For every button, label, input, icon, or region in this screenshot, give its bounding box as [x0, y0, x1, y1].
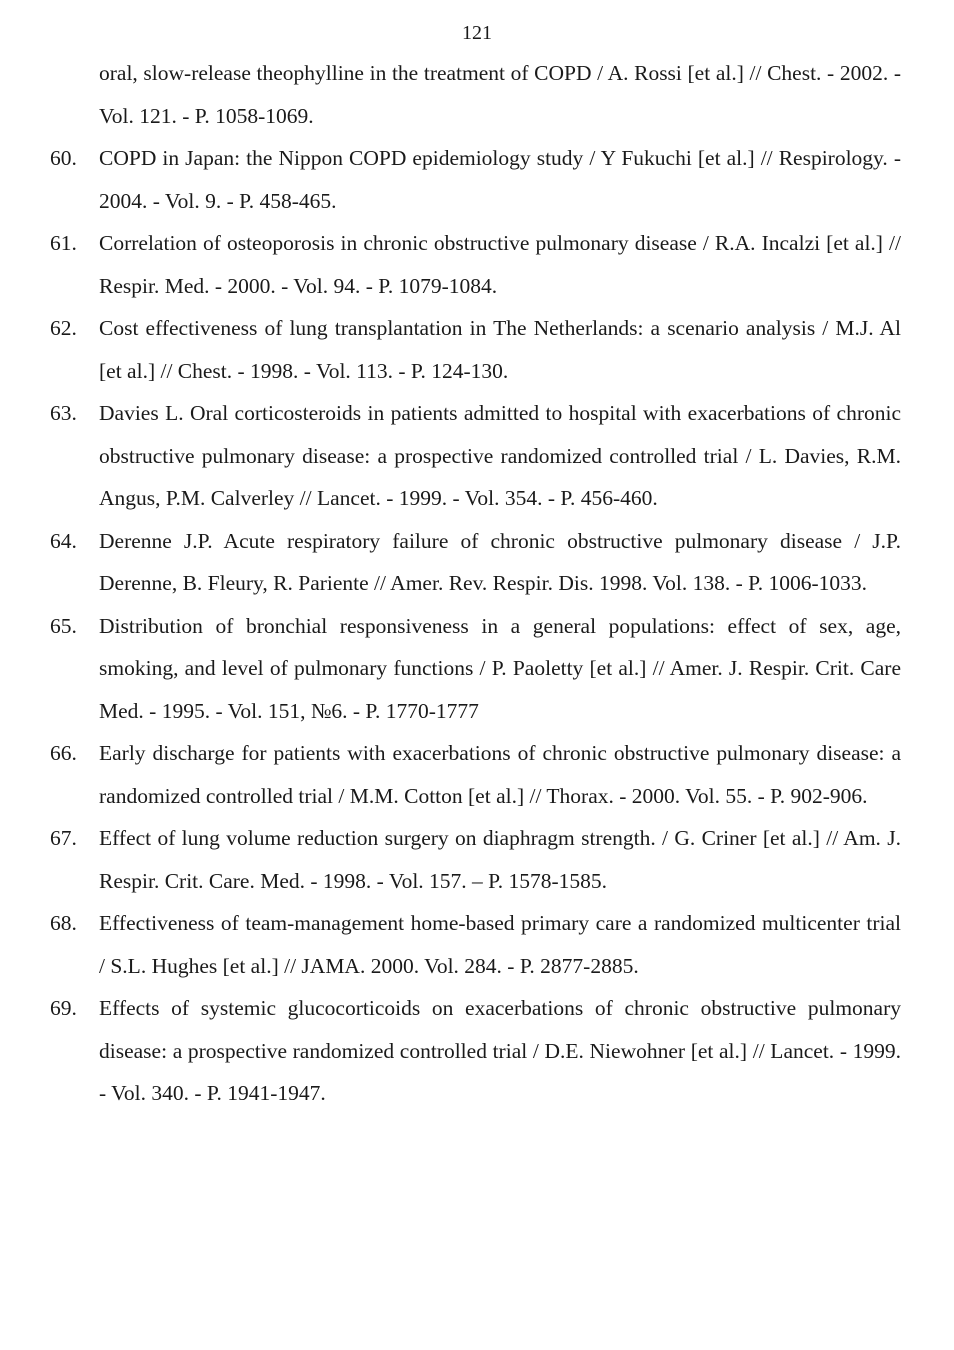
reference-number: 67.	[50, 826, 77, 850]
reference-text: Davies L. Oral corticosteroids in patients admitted to hospital with exacerbations of chronic obstructive pulmonary disease: a prospective randomized controlled trial / L. Davies, R.M. Angus, P.M. Calverley // Lancet. - 1999. - Vol. 354. - P. 456-460.	[99, 401, 901, 510]
reference-text: Effectiveness of team-management home-based primary care a randomized multicenter trial / S.L. Hughes [et al.] // JAMA. 2000. Vol. 284. - P. 2877-2885.	[99, 911, 901, 978]
reference-text: Correlation of osteoporosis in chronic obstructive pulmonary disease / R.A. Incalzi [et al.] // Respir. Med. - 2000. - Vol. 94. - P. 1079-1084.	[99, 231, 901, 298]
reference-item	[50, 392, 901, 520]
reference-number: 60.	[50, 146, 77, 170]
reference-text: Early discharge for patients with exacerbations of chronic obstructive pulmonary disease: a randomized controlled trial / M.M. Cotton [et al.] // Thorax. - 2000. Vol. 55. - P. 902-906.	[99, 741, 901, 808]
reference-text: Effect of lung volume reduction surgery on diaphragm strength. / G. Criner [et al.] // Am. J. Respir. Crit. Care. Med. - 1998. - Vol. 157. – P. 1578-1585.	[99, 826, 901, 893]
reference-text: Distribution of bronchial responsiveness in a general populations: effect of sex, age, smoking, and level of pulmonary functions / P. Paoletty [et al.] // Amer. J. Respir. Crit. Care Med. - 1995. - Vol. 151, №6. - P. 1770-1777	[99, 613, 901, 723]
reference-number: 62.	[50, 316, 77, 340]
reference-text: COPD in Japan: the Nippon COPD epidemiology study / Y Fukuchi [et al.] // Respirology. - 2004. - Vol. 9. - P. 458-465.	[99, 146, 901, 213]
reference-item	[50, 902, 901, 987]
reference-number: 66.	[50, 741, 77, 765]
reference-item	[99, 52, 901, 137]
reference-item	[50, 987, 901, 1115]
reference-number: 68.	[50, 911, 77, 935]
reference-number: 65.	[50, 613, 77, 638]
reference-number: 69.	[50, 996, 77, 1020]
reference-text: Cost effectiveness of lung transplantation in The Netherlands: a scenario analysis / M.J. Al [et al.] // Chest. - 1998. - Vol. 113. - P. 124-130.	[99, 316, 901, 383]
reference-text: oral, slow-release theophylline in the treatment of COPD / A. Rossi [et al.] // Chest. - 2002. - Vol. 121. - P. 1058-1069.	[99, 61, 901, 128]
reference-text: Effects of systemic glucocorticoids on exacerbations of chronic obstructive pulmonary disease: a prospective randomized controlled trial / D.E. Niewohner [et al.] // Lancet. - 1999. - Vol. 340. - P. 1941-1947.	[99, 996, 901, 1105]
reference-number: 63.	[50, 401, 77, 425]
reference-list	[0, 52, 954, 1115]
reference-item	[50, 520, 901, 605]
page-number: 121	[462, 22, 492, 44]
reference-item	[50, 222, 901, 307]
reference-item	[50, 307, 901, 392]
reference-text: Derenne J.P. Acute respiratory failure of chronic obstructive pulmonary disease / J.P. Derenne, B. Fleury, R. Pariente // Amer. Rev. Respir. Dis. 1998. Vol. 138. - P. 1006-1033.	[99, 528, 901, 595]
reference-number: 61.	[50, 231, 77, 255]
reference-item	[50, 137, 901, 222]
reference-item	[50, 605, 901, 733]
reference-number: 64.	[50, 528, 77, 553]
reference-item	[50, 732, 901, 817]
reference-item	[50, 817, 901, 902]
